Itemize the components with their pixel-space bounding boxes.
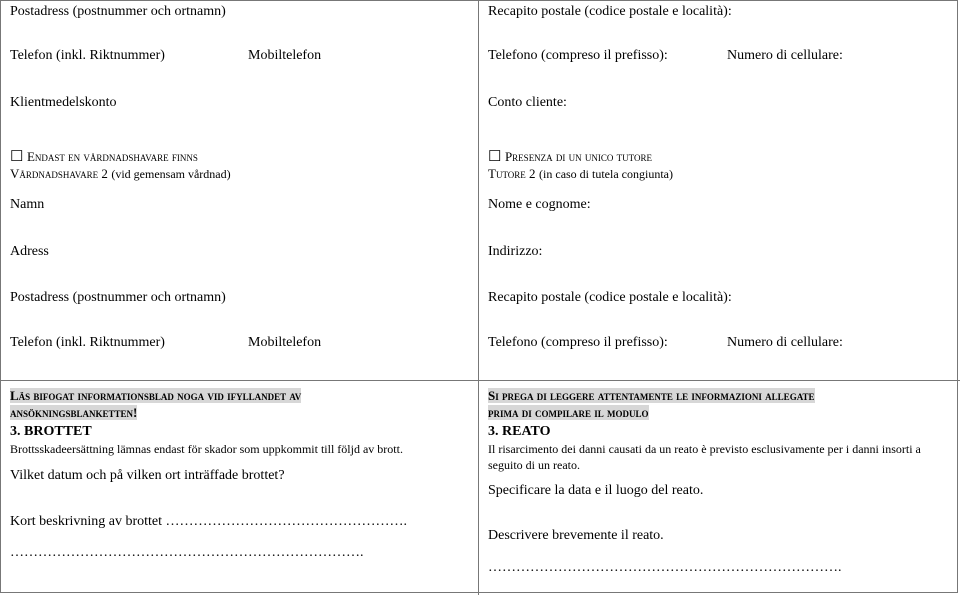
postal-address-label: Postadress (postnummer och ortnamn) [10,290,226,305]
short-description-label: Kort beskrivning av brottet ……………………………………………. [10,514,408,529]
guardian2-heading-it: Tutore 2 [488,166,536,181]
checkbox-icon[interactable]: ☐ [488,149,502,165]
crime-section-heading: 3. BROTTET [10,424,92,439]
mobile-label-top-it: Numero di cellulare: [727,48,843,63]
read-info-notice-line2-it: prima di compilare il modulo [488,405,649,420]
address-label-it: Indirizzo: [488,244,543,259]
postal-address-label-it: Recapito postale (codice postale e località): [488,290,732,305]
client-account-label: Klientmedelskonto [10,95,117,110]
short-description-label-it: Descrivere brevemente il reato. [488,528,664,543]
single-guardian-option-it[interactable] [488,149,652,166]
crime-date-place-question: Vilket datum och på vilken ort inträffade brottet? [10,468,285,483]
phone-label-it: Telefono (compreso il prefisso): [488,335,668,350]
postal-address-label-top: Postadress (postnummer och ortnamn) [10,4,226,19]
section-divider [0,380,960,381]
checkbox-icon[interactable]: ☐ [10,149,24,165]
read-info-notice-line1-it: Si prega di leggere attentamente le informazioni allegate [488,388,815,403]
fill-line-dots-it: …………………………………………………………………. [488,560,842,575]
postal-address-label-top-it: Recapito postale (codice postale e località): [488,4,732,19]
read-info-notice-line1: Läs bifogat informationsblad noga vid ifyllandet av [10,388,302,403]
crime-date-place-question-it: Specificare la data e il luogo del reato. [488,483,704,498]
crime-section-heading-it: 3. REATO [488,424,551,439]
phone-label: Telefon (inkl. Riktnummer) [10,335,165,350]
mobile-label-top: Mobiltelefon [248,48,322,63]
phone-label-top: Telefon (inkl. Riktnummer) [10,48,165,63]
single-guardian-label-it: Presenza di un unico tutore [504,149,653,164]
guardian2-heading-row [10,166,231,183]
single-guardian-label: Endast en vårdnadshavare finns [26,149,198,164]
guardian2-note-it: (in caso di tutela congiunta) [539,167,673,181]
address-label: Adress [10,244,49,259]
guardian2-note: (vid gemensam vårdnad) [111,167,231,181]
column-divider [478,0,479,595]
mobile-label-it: Numero di cellulare: [727,335,843,350]
read-info-notice-line2: ansökningsblanketten! [10,405,138,420]
mobile-label: Mobiltelefon [248,335,322,350]
guardian2-heading: Vårdnadshavare 2 [10,166,108,181]
crime-note: Brottsskadeersättning lämnas endast för skador som uppkommit till följd av brott. [10,442,403,456]
guardian2-heading-row-it [488,166,673,183]
client-account-label-it: Conto cliente: [488,95,567,110]
name-label: Namn [10,197,45,212]
crime-note-it: Il risarcimento dei danni causati da un reato è previsto esclusivamente per i danni insorti a seguito di un reato. [488,442,921,472]
phone-label-top-it: Telefono (compreso il prefisso): [488,48,668,63]
name-label-it: Nome e cognome: [488,197,591,212]
fill-line-dots: …………………………………………………………………. [10,545,364,560]
single-guardian-option[interactable] [10,149,198,166]
